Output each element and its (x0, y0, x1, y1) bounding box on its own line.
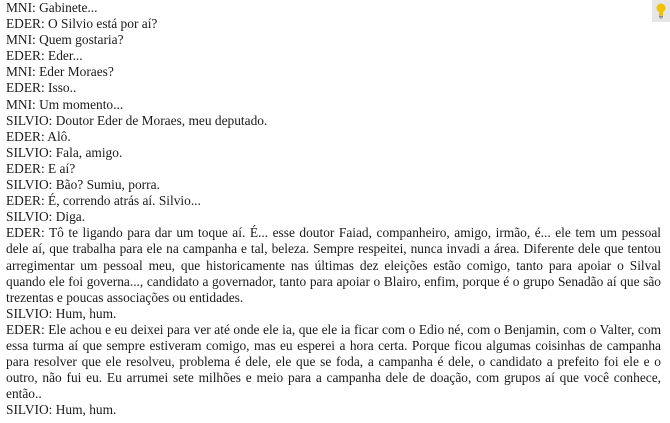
transcript-line: MNI: Um momento... (6, 96, 124, 112)
transcript-line: EDER: O Silvio está por aí? (6, 16, 158, 32)
transcript-line: SILVIO: Fala, amigo. (6, 144, 123, 160)
transcript-line: EDER: É, correndo atrás aí. Silvio... (6, 193, 201, 209)
transcript-line: EDER: E aí? (6, 160, 76, 176)
lightbulb-icon[interactable] (652, 0, 670, 22)
transcript-line: MNI: Gabinete... (6, 0, 98, 15)
transcript-line: MNI: Quem gostaria? (6, 32, 124, 48)
transcript-line: EDER: Eder... (6, 48, 83, 64)
transcript-line: EDER: Isso.. (6, 80, 77, 96)
transcript-line: SILVIO: Hum, hum. (6, 402, 117, 418)
transcript-line: MNI: Eder Moraes? (6, 64, 114, 80)
transcript (6, 0, 661, 418)
lightbulb-icon-glyph (656, 3, 666, 19)
transcript-paragraph: EDER: Tô te ligando para dar um toque aí. É... esse doutor Faiad, companheiro, amigo, irmão, é... ele tem um pessoal dele aí, que trabalha para ele na campanha e tal, beleza. Sempre respeitei, nunca invadi a área. Diferente dele que tentou arregimentar um pessoal meu, que historicamente nas últimas dez eleições estão comigo, tanto para apoiar o Silval quando ele foi governa..., candidato a governador, tanto para apoiar o Blairo, enfim, porque é o grupo Senadão aí que são trezentas e poucas associações ou entidades. (6, 225, 661, 305)
transcript-line: SILVIO: Hum, hum. (6, 305, 117, 321)
transcript-line: SILVIO: Diga. (6, 209, 86, 225)
transcript-line: SILVIO: Bão? Sumiu, porra. (6, 177, 160, 193)
transcript-line: EDER: Alô. (6, 128, 71, 144)
transcript-line: SILVIO: Doutor Eder de Moraes, meu deputado. (6, 112, 268, 128)
transcript-paragraph: EDER: Ele achou e eu deixei para ver até onde ele ia, que ele ia ficar com o Edio né, com o Benjamin, com o Valter, com essa turma aí que sempre estiveram comigo, mas eu esperei a hora certa. Porque ficou algumas coisinhas de campanha para resolver que ele resolveu, problema é dele, ele que se foda, a campanha é dele, o candidato a prefeito foi ele e o outro, não fui eu. Eu arrumei sete milhões e meio para a campanha dele de doação, com grupos aí que você conhece, então.. (6, 321, 661, 402)
